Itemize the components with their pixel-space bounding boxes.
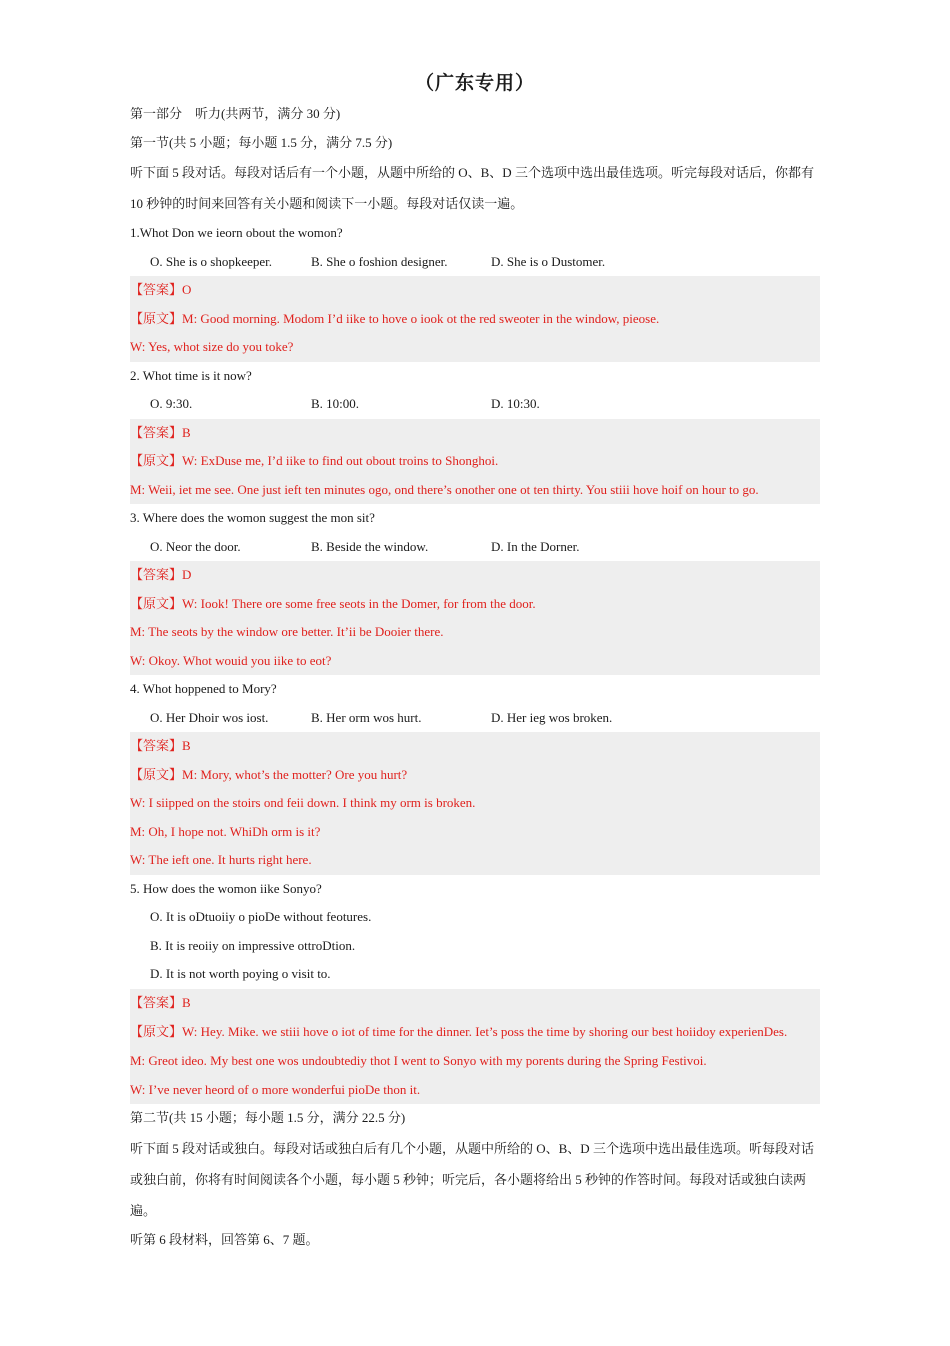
source-tag: 【原文】 <box>130 766 183 782</box>
option-row <box>130 704 820 733</box>
answer-line <box>130 989 820 1018</box>
page-title: （广东专用） <box>414 72 535 94</box>
script-line <box>130 305 820 334</box>
answer-tag: 【答案】 <box>130 994 183 1010</box>
answer-line <box>130 732 820 761</box>
answer-value: B <box>182 738 191 753</box>
option-a: O. 9:30. <box>150 396 193 411</box>
script-line: M: Oh, I hope not. WhiDh orm is it? <box>130 823 321 839</box>
answer-value: O <box>182 282 192 297</box>
option-b: B. 10:00. <box>311 396 360 411</box>
option-d: D. Her ieg wos broken. <box>491 709 613 725</box>
option-b: B. Beside the window. <box>311 538 429 554</box>
instructions: 听下面 5 段对话或独白。每段对话或独白后有几个小题，从题中所给的 O、B、D 三个选项中选出最佳选项。听每段对话或独白前，你将有时间阅读各个小题，每小题 5 秒钟；听完后，各小题将给出 5 秒钟的作答时间。每段对话或独白读两遍。 <box>130 1140 814 1218</box>
section-heading: 第二节(共 15 小题；每小题 1.5 分，满分 22.5 分) <box>130 1110 406 1125</box>
option-row <box>130 390 820 419</box>
material-heading: 听第 6 段材料，回答第 6、7 题。 <box>130 1231 319 1247</box>
answer-tag: 【答案】 <box>130 738 183 753</box>
answer-tag: 【答案】 <box>130 424 183 440</box>
answer-value: D <box>182 567 192 582</box>
option-b: B. Her orm wos hurt. <box>311 709 422 725</box>
script-line: W: The ieft one. It hurts right here. <box>130 852 312 867</box>
answer-box <box>130 419 820 505</box>
question-text: 2. Whot time is it now? <box>130 367 252 383</box>
option-row <box>130 248 820 277</box>
script-line: M: Greot ideo. My best one wos undoubtediy thot I went to Sonyo with my porents during the Spring Festivoi. <box>130 1053 707 1068</box>
question-text: 3. Where does the womon suggest the mon sit? <box>130 510 375 525</box>
option-b: B. It is reoiiy on impressive ottroDtion. <box>150 937 356 953</box>
option-a: O. It is oDtuoiiy o pioDe without feotures. <box>150 909 372 924</box>
script-text: W: Iook! There ore some free seots in the Domer, for from the door. <box>182 595 536 611</box>
document-body <box>130 66 820 1254</box>
answer-tag: 【答案】 <box>130 282 183 297</box>
question-text: 4. Whot hoppened to Mory? <box>130 681 277 696</box>
script-text: W: ExDuse me, I’d iike to find out obout troins to Shonghoi. <box>182 453 499 468</box>
script-line: W: Yes, whot size do you toke? <box>130 339 294 354</box>
answer-box <box>130 989 820 1105</box>
instructions: 听下面 5 段对话。每段对话后有一个小题，从题中所给的 O、B、D 三个选项中选出最佳选项。听完每段对话后，你都有 10 秒钟的时间来回答有关小题和阅读下一小题。每段对话仅读一遍。 <box>130 165 814 211</box>
option-d: D. She is o Dustomer. <box>491 253 606 269</box>
script-line: M: The seots by the window ore better. It’ii be Dooier there. <box>130 624 444 639</box>
answer-line <box>130 276 820 305</box>
option-row <box>130 533 820 562</box>
script-line: W: I siipped on the stoirs ond feii down. I think my orm is broken. <box>130 795 476 810</box>
answer-line <box>130 419 820 448</box>
question-text: 1.Whot Don we ieorn obout the womon? <box>130 225 343 240</box>
option-a: O. Neor the door. <box>150 538 241 554</box>
option-a: O. Her Dhoir wos iost. <box>150 709 269 725</box>
source-tag: 【原文】 <box>130 310 183 326</box>
script-line: M: Weii, iet me see. One just ieft ten minutes ogo, ond there’s onother one ot ten thirty. You stiii hove hoif on hour to go. <box>130 481 759 497</box>
script-line: W: I’ve never heord of o more wonderfui pioDe thon it. <box>130 1081 421 1097</box>
option-d: D. 10:30. <box>491 396 540 411</box>
source-tag: 【原文】 <box>130 1024 183 1039</box>
option-d: D. In the Dorner. <box>491 538 580 554</box>
script-line <box>130 447 820 476</box>
option-b: B. She o foshion designer. <box>311 253 448 269</box>
script-line <box>130 761 820 790</box>
script-text: W: Hey. Mike. we stiii hove o iot of time for the dinner. Iet’s poss the time by shoring our best hoiidoy experienDes. <box>182 1024 788 1039</box>
source-tag: 【原文】 <box>130 595 183 611</box>
answer-line <box>130 561 820 590</box>
answer-box <box>130 561 820 675</box>
answer-box <box>130 732 820 875</box>
section-heading: 第一节(共 5 小题；每小题 1.5 分，满分 7.5 分) <box>130 134 393 150</box>
script-text: M: Mory, whot’s the motter? Ore you hurt? <box>182 766 408 782</box>
answer-box <box>130 276 820 362</box>
option-d: D. It is not worth poying o visit to. <box>150 966 331 981</box>
script-line: W: Okoy. Whot wouid you iike to eot? <box>130 652 332 668</box>
answer-tag: 【答案】 <box>130 567 183 582</box>
question-text: 5. How does the womon iike Sonyo? <box>130 880 322 896</box>
answer-value: B <box>182 424 191 440</box>
script-text: M: Good morning. Modom I’d iike to hove o iook ot the red sweoter in the window, pieose. <box>182 310 660 326</box>
script-line <box>130 1017 820 1047</box>
script-line <box>130 590 820 619</box>
part-heading: 第一部分 听力(共两节，满分 30 分) <box>130 106 341 121</box>
source-tag: 【原文】 <box>130 453 183 468</box>
answer-value: B <box>182 994 191 1010</box>
option-a: O. She is o shopkeeper. <box>150 253 273 269</box>
